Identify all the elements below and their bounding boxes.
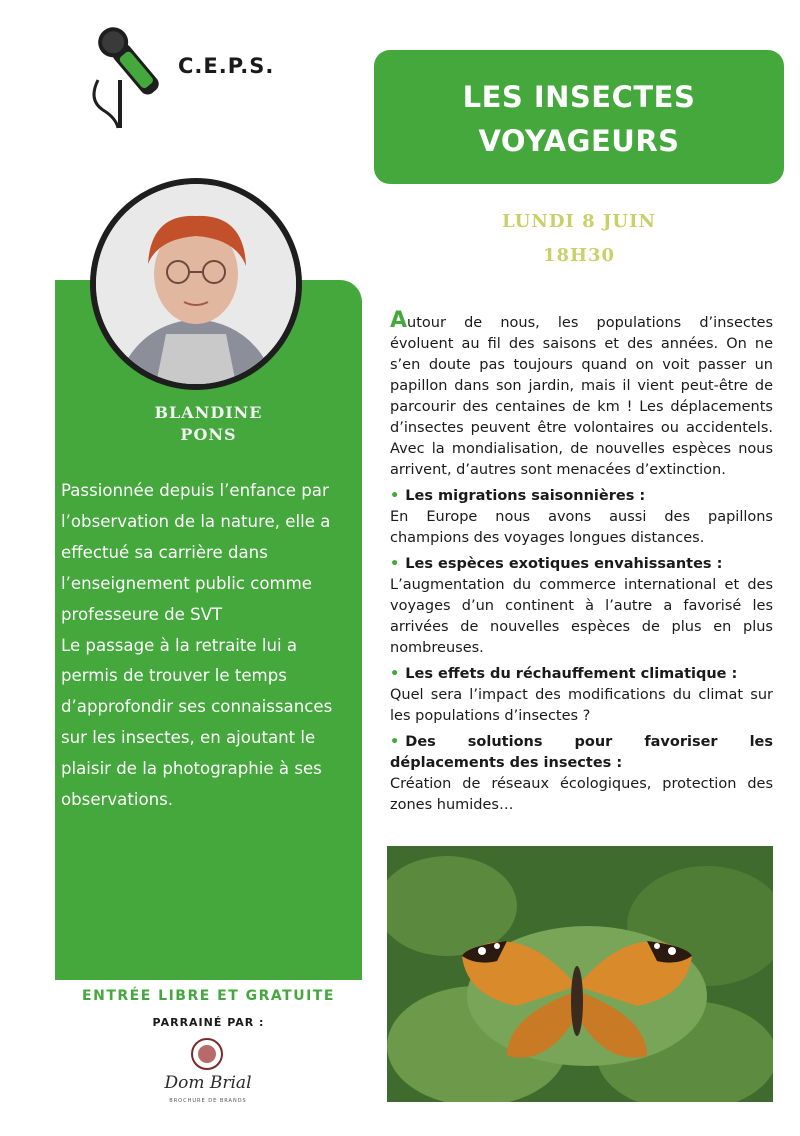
section-text: Création de réseaux écologiques, protection des zones humides… [390,776,773,813]
section-text: L’augmentation du commerce international et des voyages d’un continent à l’autre a favorisé les arrivées de nouvelles espèces de plus en plus nombreuses. [390,577,773,656]
bullet-icon: • [390,734,400,750]
bullet-icon: • [390,556,400,572]
section-text: Quel sera l’impact des modifications du climat sur les populations d’insectes ? [390,687,773,724]
speaker-bio [61,476,357,816]
speaker-portrait [90,178,302,390]
title-line-1: LES INSECTES [462,80,696,114]
sponsored-by-label: PARRAINÉ PAR : [152,1016,265,1029]
section-heading: Les espèces exotiques envahissantes : [405,556,723,572]
event-time: 18H30 [542,245,616,266]
event-title [374,50,784,184]
section-heading: Des solutions pour favoriser les déplacements des insectes : [390,734,773,771]
intro-dropcap: A [390,308,408,333]
bullet-icon: • [390,666,400,682]
event-day: LUNDI 8 JUIN [502,211,656,232]
sponsor-subtitle: BROCHURE DE BRANDS [169,1098,247,1104]
organization-logo-text: C.E.P.S. [178,54,275,78]
butterfly-photo [387,846,773,1102]
seal-icon [184,1034,230,1074]
entry-free-label: ENTRÉE LIBRE ET GRATUITE [82,988,335,1004]
speaker-name [55,402,362,446]
section-migrations [390,486,773,549]
speaker-first-name: BLANDINE [154,403,263,422]
bullet-icon: • [390,488,400,504]
section-heading: Les migrations saisonnières : [405,488,646,504]
section-text: En Europe nous avons aussi des papillons champions des voyages longues distances. [390,509,773,546]
bio-paragraph-2: Le passage à la retraite lui a permis de trouver le temps d’approfondir ses connaissances sur les insectes, en ajoutant le plaisir de la photographie à ses observations. [61,635,333,810]
event-description [390,310,773,816]
section-solutions [390,732,773,816]
title-line-2: VOYAGEURS [478,124,680,158]
event-date [374,205,784,273]
section-invasive-species [390,554,773,659]
section-climate [390,664,773,727]
section-heading: Les effets du réchauffement climatique : [405,666,738,682]
sponsor-logo: Dom Brial [164,1073,252,1093]
bio-paragraph-1: Passionnée depuis l’enfance par l’observation de la nature, elle a effectué sa carrière dans l’enseignement public comme professeure de SVT [61,481,331,624]
speaker-last-name: PONS [180,425,237,444]
intro-text: utour de nous, les populations d’insectes évoluent au fil des saisons et des années. On ne s’en doute pas toujours quand on voit passer un papillon dans son jardin, mais il vient peut-être de parcourir des centaines de km ! Les déplacements d’insectes peuvent être volontaires ou accidentels. Avec la mondialisation, de nouvelles espèces nous arrivent, d’autres sont menacées d’extinction. [390,315,773,478]
intro-paragraph [390,310,773,481]
